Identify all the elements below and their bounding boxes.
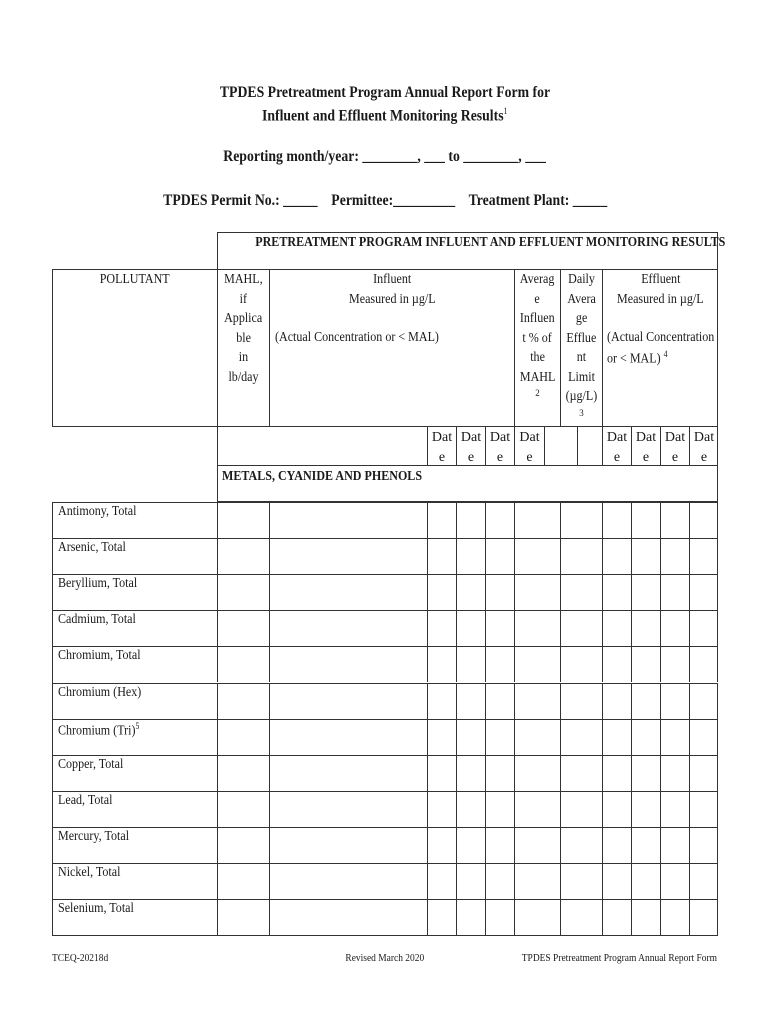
entry-cell[interactable] [427,863,456,899]
entry-cell[interactable] [631,574,660,610]
entry-cell[interactable] [269,899,427,935]
header-influent-note: (Actual Concentration or < MAL) [275,330,439,345]
entry-cell[interactable] [514,791,560,827]
entry-cell[interactable] [269,610,427,646]
header-influent: Influent Measured in µg/L [348,272,436,307]
entry-cell[interactable] [660,863,689,899]
entry-cell[interactable] [514,827,560,863]
entry-cell[interactable] [217,683,269,719]
header-effluent: Effluent Measured in µg/L [617,272,704,307]
entry-cell[interactable] [427,610,456,646]
effluent-footnote: 4 [663,348,668,359]
entry-cell[interactable] [217,827,269,863]
entry-cell[interactable] [602,899,631,935]
influent-date-1[interactable]: Dat e [431,430,453,465]
entry-cell[interactable] [269,755,427,791]
pollutant-name: Mercury, Total [58,828,130,844]
entry-cell[interactable] [427,574,456,610]
entry-cell[interactable] [602,755,631,791]
entry-cell[interactable] [660,755,689,791]
entry-cell[interactable] [660,502,689,538]
entry-cell[interactable] [689,863,718,899]
entry-cell[interactable] [427,899,456,935]
entry-cell[interactable] [485,574,514,610]
pollutant-name: Beryllium, Total [58,576,138,592]
entry-cell[interactable] [602,610,631,646]
entry-cell[interactable] [456,502,485,538]
entry-cell[interactable] [456,538,485,574]
effluent-date-4[interactable]: Dat e [693,430,715,465]
entry-cell[interactable] [560,683,602,719]
entry-cell[interactable] [689,755,718,791]
entry-cell[interactable] [689,574,718,610]
pollutant-name: Nickel, Total [58,865,121,880]
entry-cell[interactable] [514,610,560,646]
entry-cell[interactable] [560,863,602,899]
entry-cell[interactable] [689,646,718,682]
entry-cell[interactable] [631,502,660,538]
effluent-date-3[interactable]: Dat e [664,430,686,465]
entry-cell[interactable] [217,719,269,755]
pollutant-name: Copper, Total [58,756,124,772]
daily-footnote: 3 [579,407,584,418]
header-effluent-note: (Actual Concentration or < MAL) $^4$ [607,330,715,367]
entry-cell[interactable] [660,610,689,646]
entry-cell[interactable] [631,610,660,646]
entry-cell[interactable] [560,719,602,755]
entry-cell[interactable] [689,719,718,755]
section-heading-metals: METALS, CYANIDE AND PHENOLS [222,469,423,484]
entry-cell[interactable] [217,502,269,538]
entry-cell[interactable] [660,574,689,610]
header-pollutant: POLLUTANT [99,272,170,287]
entry-cell[interactable] [485,646,514,682]
entry-cell[interactable] [602,719,631,755]
pollutant-name: Antimony, Total [58,504,137,519]
entry-cell[interactable] [660,827,689,863]
entry-cell[interactable] [485,755,514,791]
entry-cell[interactable] [485,827,514,863]
entry-cell[interactable] [560,610,602,646]
entry-cell[interactable] [602,574,631,610]
entry-cell[interactable] [269,791,427,827]
entry-cell[interactable] [631,791,660,827]
entry-cell[interactable] [456,646,485,682]
entry-cell[interactable] [456,755,485,791]
entry-cell[interactable] [631,899,660,935]
entry-cell[interactable] [660,719,689,755]
entry-cell[interactable] [217,863,269,899]
entry-cell[interactable] [689,610,718,646]
entry-cell[interactable] [269,683,427,719]
entry-cell[interactable] [485,610,514,646]
entry-cell[interactable] [689,538,718,574]
influent-date-3[interactable]: Dat e [489,430,511,465]
entry-cell[interactable] [602,502,631,538]
header-mahl: MAHL, if Applica ble in lb/day [224,272,263,385]
entry-cell[interactable] [514,574,560,610]
entry-cell[interactable] [485,791,514,827]
entry-cell[interactable] [485,683,514,719]
entry-cell[interactable] [631,827,660,863]
entry-cell[interactable] [631,538,660,574]
entry-cell[interactable] [269,827,427,863]
entry-cell[interactable] [427,755,456,791]
entry-cell[interactable] [217,755,269,791]
pollutant-footnote: 5 [135,720,140,731]
entry-cell[interactable] [269,502,427,538]
avg-footnote: 2 [535,388,540,398]
entry-cell[interactable] [514,538,560,574]
entry-cell[interactable] [514,646,560,682]
entry-cell[interactable] [631,863,660,899]
entry-cell[interactable] [602,683,631,719]
entry-cell[interactable] [689,502,718,538]
influent-date-2[interactable]: Dat e [460,430,482,465]
footer-revised: Revised March 2020 [345,952,425,964]
entry-cell[interactable] [456,683,485,719]
entry-cell[interactable] [269,719,427,755]
table-left-border [52,502,53,935]
entry-cell[interactable] [514,683,560,719]
entry-cell[interactable] [689,899,718,935]
entry-cell[interactable] [602,863,631,899]
entry-cell[interactable] [660,538,689,574]
entry-cell[interactable] [560,502,602,538]
table-bottom-border [52,935,718,936]
entry-cell[interactable] [217,791,269,827]
entry-cell[interactable] [269,538,427,574]
entry-cell[interactable] [689,683,718,719]
entry-cell[interactable] [631,646,660,682]
entry-cell[interactable] [456,791,485,827]
entry-cell[interactable] [485,719,514,755]
entry-cell[interactable] [456,574,485,610]
entry-cell[interactable] [560,646,602,682]
form-title-line2: Influent and Effluent Monitoring Results$^1$ [262,106,508,125]
entry-cell[interactable] [560,574,602,610]
title-footnote: 1 [503,106,508,116]
entry-cell[interactable] [631,683,660,719]
entry-cell[interactable] [514,863,560,899]
form-title-line1: TPDES Pretreatment Program Annual Report Form for [219,84,551,101]
entry-cell[interactable] [660,646,689,682]
entry-cell[interactable] [689,791,718,827]
header-daily-average-limit: Daily Avera ge Efflue nt Limit (µg/L) 3 [561,270,602,419]
entry-cell[interactable] [602,538,631,574]
entry-cell[interactable] [217,899,269,935]
footer-form-name: TPDES Pretreatment Program Annual Report Form [521,952,717,964]
entry-cell[interactable] [560,791,602,827]
reporting-period-line: Reporting month/year: ________, ___ to ________, ___ [223,148,547,165]
entry-cell[interactable] [660,791,689,827]
entry-cell[interactable] [217,646,269,682]
entry-cell[interactable] [631,755,660,791]
entry-cell[interactable] [514,502,560,538]
entry-cell[interactable] [514,899,560,935]
pollutant-name: Chromium, Total [58,648,141,664]
pollutant-name: Chromium (Tri)$^5$ [58,720,140,739]
entry-cell[interactable] [456,610,485,646]
entry-cell[interactable] [427,502,456,538]
entry-cell[interactable] [660,683,689,719]
entry-cell[interactable] [456,899,485,935]
entry-cell[interactable] [427,791,456,827]
entry-cell[interactable] [660,899,689,935]
entry-cell[interactable] [602,646,631,682]
entry-cell[interactable] [485,538,514,574]
pollutant-name: Cadmium, Total [58,612,136,628]
influent-date-4[interactable]: Dat e [519,430,540,465]
entry-cell[interactable] [427,538,456,574]
entry-cell[interactable] [427,683,456,719]
permit-line: TPDES Permit No.: _____ Permittee:_________ Treatment Plant: _____ [162,192,608,209]
entry-cell[interactable] [269,646,427,682]
entry-cell[interactable] [485,863,514,899]
entry-cell[interactable] [631,719,660,755]
entry-cell[interactable] [456,719,485,755]
entry-cell[interactable] [602,827,631,863]
entry-cell[interactable] [456,863,485,899]
entry-cell[interactable] [560,827,602,863]
entry-cell[interactable] [217,610,269,646]
pollutant-name: Arsenic, Total [58,540,126,556]
entry-cell[interactable] [514,719,560,755]
effluent-date-1[interactable]: Dat e [606,430,628,465]
pollutant-name: Lead, Total [58,792,113,808]
entry-cell[interactable] [560,899,602,935]
entry-cell[interactable] [560,538,602,574]
entry-cell[interactable] [560,755,602,791]
entry-cell[interactable] [456,827,485,863]
pollutant-name: Chromium (Hex) [58,684,142,700]
entry-cell[interactable] [269,574,427,610]
entry-cell[interactable] [269,863,427,899]
entry-cell[interactable] [217,538,269,574]
entry-cell[interactable] [485,502,514,538]
entry-cell[interactable] [427,646,456,682]
entry-cell[interactable] [427,719,456,755]
entry-cell[interactable] [485,899,514,935]
entry-cell[interactable] [689,827,718,863]
entry-cell[interactable] [602,791,631,827]
pollutant-name: Selenium, Total [58,901,134,917]
entry-cell[interactable] [514,755,560,791]
footer-form-id: TCEQ-20218d [52,952,109,964]
entry-cell[interactable] [427,827,456,863]
effluent-date-2[interactable]: Dat e [635,430,657,465]
header-average-influent: Averag e Influen t % of the MAHL 2 [515,270,560,399]
entry-cell[interactable] [217,574,269,610]
